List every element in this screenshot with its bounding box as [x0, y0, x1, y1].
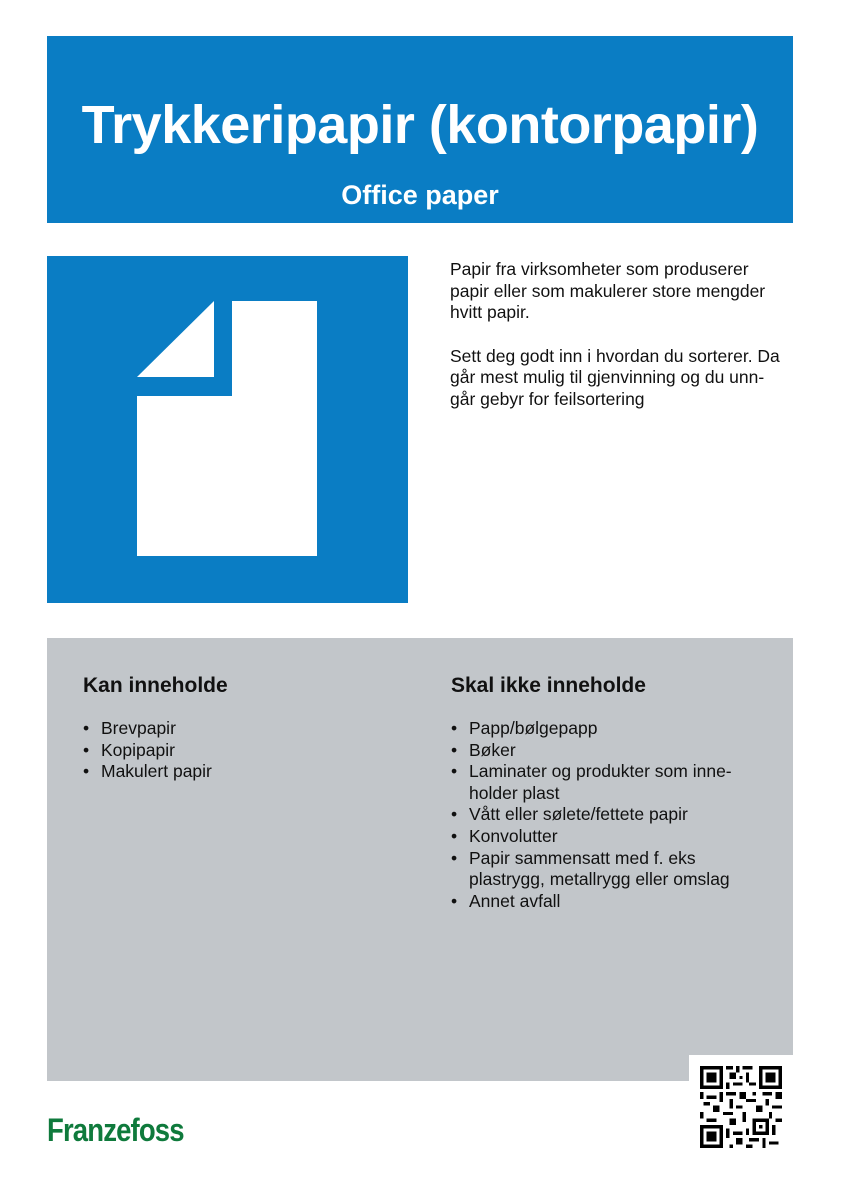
list-item: [451, 804, 771, 826]
list-item-text: Laminater og produkter som inne- holder plast: [469, 761, 732, 803]
list-item: [451, 891, 771, 913]
bullet-icon: •: [83, 761, 90, 782]
list-item-text: Papp/bølgepapp: [469, 718, 598, 738]
list-item: [451, 826, 771, 848]
list-item-text: Papir sammensatt med f. eks plastrygg, metallrygg eller omslag: [469, 847, 730, 890]
qr-code-icon: [700, 1066, 782, 1148]
cannot-contain-heading: Skal ikke inneholde: [451, 674, 646, 697]
list-item-text: Brevpapir: [101, 718, 176, 738]
paper-sheet-icon: [47, 256, 408, 603]
qr-code[interactable]: [689, 1055, 793, 1159]
cannot-contain-column: [451, 672, 771, 912]
sorting-lists-panel: [47, 638, 793, 1081]
page-subtitle: Office paper: [341, 180, 499, 210]
page-title: Trykkeripapir (kontorpapir): [81, 95, 759, 155]
paper-icon-panel: [47, 256, 408, 603]
list-item: [451, 740, 771, 762]
bullet-icon: •: [451, 761, 458, 782]
bullet-icon: •: [451, 890, 458, 911]
header-banner: [47, 36, 793, 223]
bullet-icon: •: [83, 739, 90, 760]
list-item-text: Bøker: [469, 739, 516, 760]
can-contain-column: [83, 672, 403, 783]
bullet-icon: •: [451, 739, 458, 760]
cannot-contain-list: [451, 718, 771, 912]
list-item: [451, 848, 771, 891]
list-item-text: Konvolutter: [469, 825, 558, 846]
bullet-icon: •: [451, 718, 458, 738]
franzefoss-logo: Franzefoss: [47, 1112, 184, 1148]
list-item-text: Annet avfall: [469, 890, 561, 911]
intro-text: [450, 259, 800, 433]
bullet-icon: •: [451, 804, 458, 825]
intro-paragraph-1: Papir fra virksomheter som produserer papir eller som makulerer store mengder hvitt papir.: [450, 259, 766, 323]
intro-paragraph-2: Sett deg godt inn i hvordan du sorterer. Da går mest mulig til gjenvinning og du unn- går gebyr for feilsortering: [450, 345, 780, 409]
bullet-icon: •: [451, 825, 458, 846]
can-contain-heading: Kan inneholde: [83, 674, 228, 697]
list-item-text: Makulert papir: [101, 761, 212, 782]
list-item: [83, 718, 403, 740]
list-item-text: Kopipapir: [101, 739, 175, 760]
can-contain-list: [83, 718, 403, 783]
bullet-icon: •: [83, 718, 90, 738]
bullet-icon: •: [451, 847, 458, 868]
list-item: [83, 740, 403, 762]
list-item: [83, 761, 403, 783]
list-item: [451, 718, 771, 740]
list-item: [451, 761, 771, 804]
list-item-text: Vått eller sølete/fettete papir: [469, 804, 688, 825]
